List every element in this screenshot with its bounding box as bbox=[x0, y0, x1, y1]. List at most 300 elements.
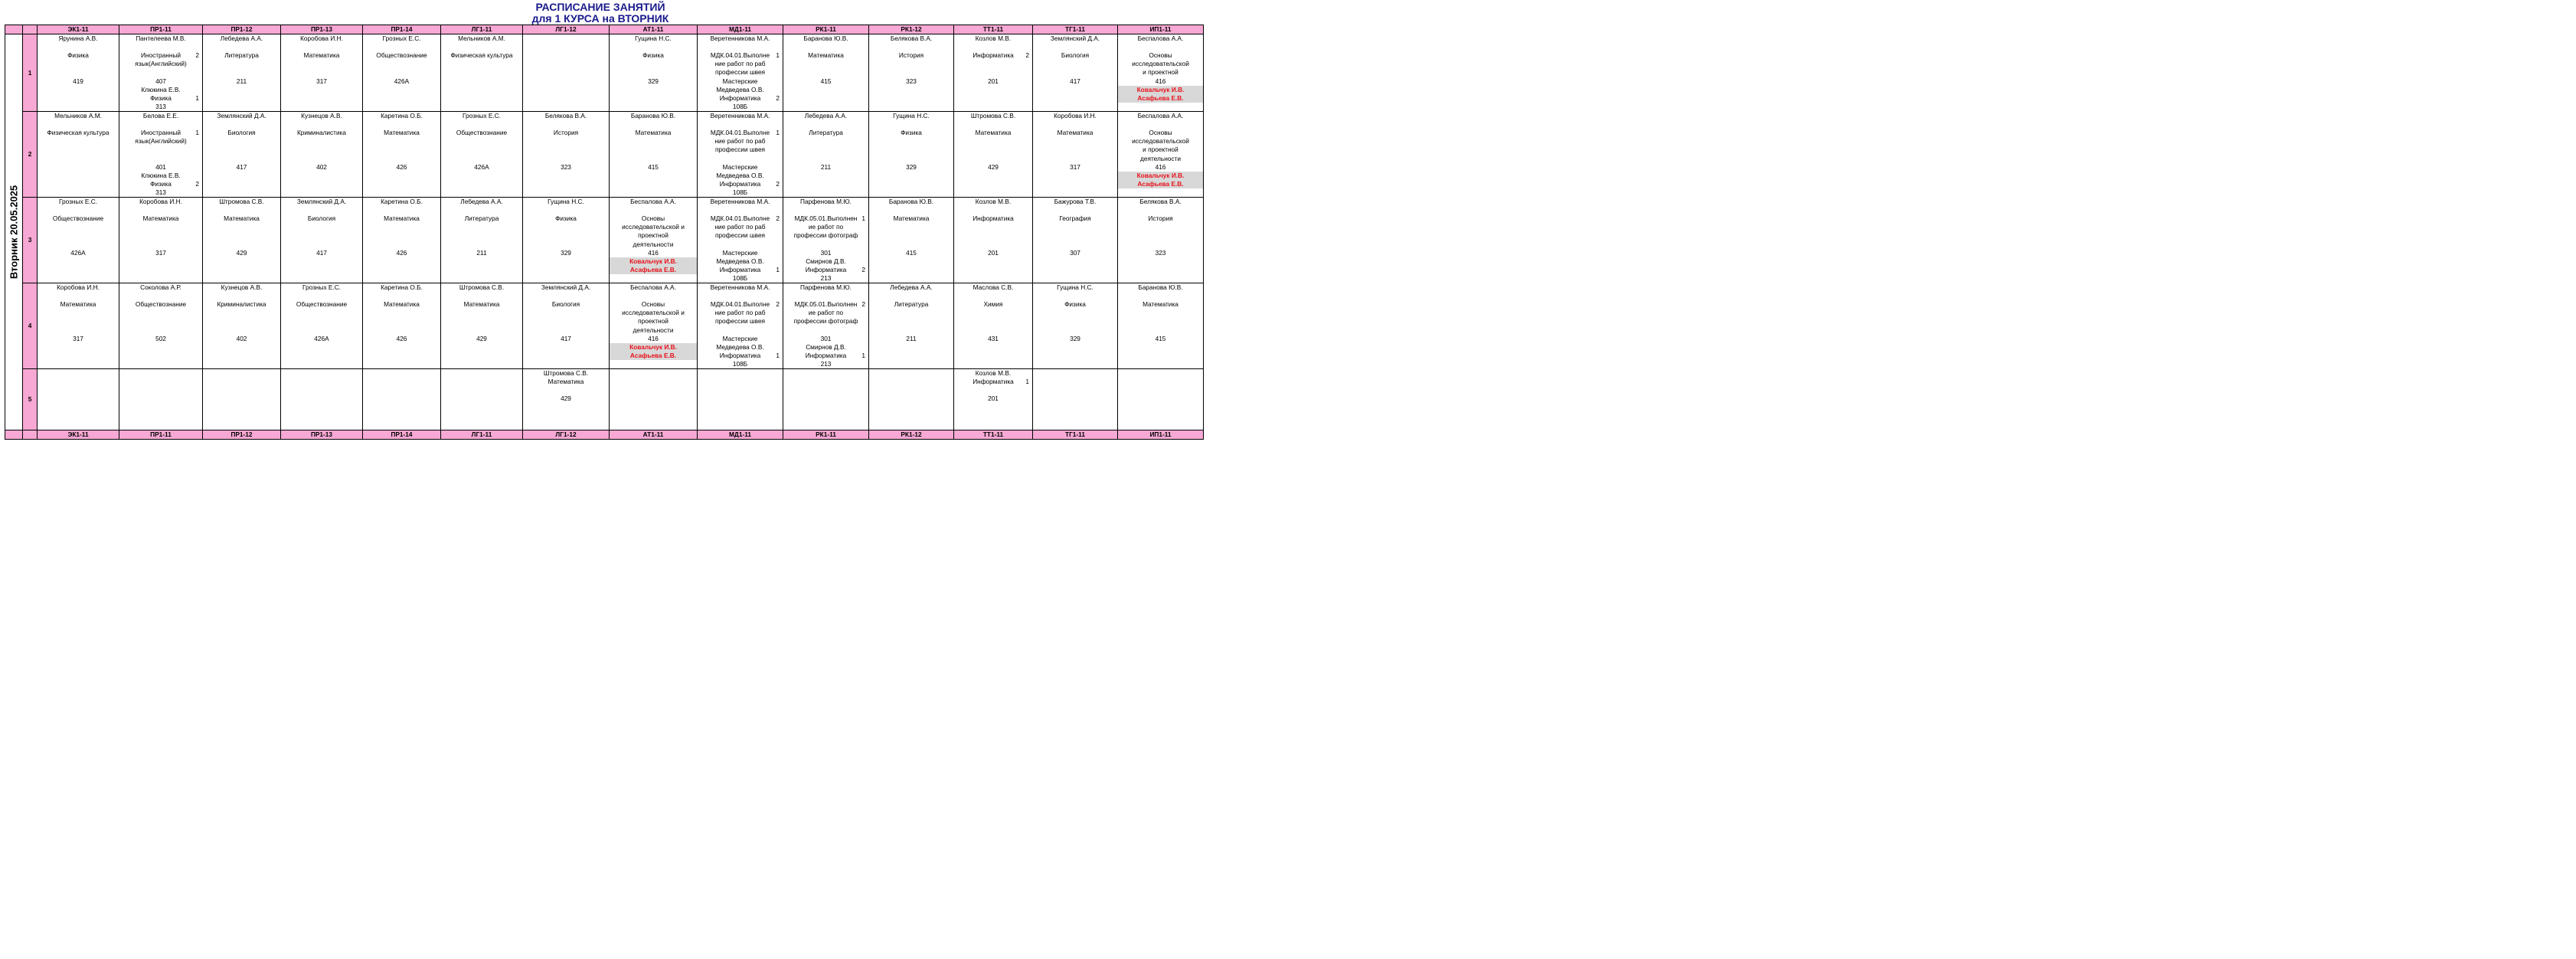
lesson-line-text: 213 bbox=[820, 273, 832, 282]
lesson-line-text: Клюкина Е.В. bbox=[141, 171, 181, 179]
lesson-line bbox=[1033, 120, 1117, 129]
lesson-line bbox=[523, 300, 609, 309]
lesson-line bbox=[783, 34, 868, 43]
lesson-line-text: Медведева О.В. bbox=[716, 85, 764, 93]
subgroup-number: 2 bbox=[861, 300, 865, 309]
lesson-cell bbox=[523, 283, 610, 369]
lesson-line-text: Ковальчук И.В. bbox=[629, 342, 677, 351]
lesson-cell bbox=[1118, 369, 1204, 430]
lesson-line bbox=[203, 283, 280, 292]
lesson-line bbox=[1033, 155, 1117, 163]
lesson-cell-content bbox=[698, 112, 783, 197]
lesson-line-text: Штромова С.В. bbox=[970, 112, 1016, 120]
lesson-line bbox=[441, 326, 522, 335]
lesson-line bbox=[698, 266, 783, 274]
substitute-teacher bbox=[1118, 172, 1203, 180]
lesson-line bbox=[523, 155, 609, 163]
lesson-line bbox=[38, 317, 119, 326]
lesson-line bbox=[363, 283, 440, 292]
lesson-line bbox=[523, 120, 609, 129]
lesson-line bbox=[783, 231, 868, 240]
lesson-line-text: Математика bbox=[60, 300, 96, 309]
lesson-line-text: Медведева О.В. bbox=[716, 342, 764, 351]
lesson-line-text: Соколова А.Р. bbox=[140, 283, 181, 292]
lesson-cell bbox=[698, 198, 783, 283]
lesson-line bbox=[119, 155, 202, 163]
lesson-line-text: МДК.05.01.Выполнен bbox=[794, 300, 858, 309]
lesson-cell-content bbox=[954, 283, 1032, 343]
lesson-cell-content bbox=[523, 283, 609, 343]
lesson-line-text: ние работ по раб bbox=[714, 137, 766, 146]
lesson-line-text: История bbox=[553, 129, 579, 137]
subgroup-number: 1 bbox=[776, 265, 780, 273]
lesson-line-text: Коробова И.Н. bbox=[139, 198, 182, 206]
lesson-line bbox=[119, 188, 202, 197]
lesson-line-text: Белякова В.А. bbox=[890, 34, 933, 43]
lesson-line-text: 429 bbox=[476, 334, 487, 342]
lesson-line bbox=[523, 249, 609, 257]
lesson-line-text: Иностранный bbox=[140, 51, 181, 60]
lesson-line bbox=[783, 112, 868, 120]
substitute-teacher bbox=[610, 352, 697, 360]
lesson-line-text: Ковальчук И.В. bbox=[1136, 85, 1185, 93]
lesson-line bbox=[869, 146, 953, 154]
lesson-line-text: 323 bbox=[561, 162, 571, 171]
lesson-line bbox=[698, 257, 783, 266]
lesson-row bbox=[5, 283, 1204, 369]
subgroup-number: 2 bbox=[861, 265, 865, 273]
lesson-cell bbox=[783, 112, 869, 198]
lesson-line bbox=[610, 112, 697, 120]
lesson-line-text: 108Б bbox=[732, 359, 748, 368]
lesson-line-text: 317 bbox=[73, 334, 83, 342]
lesson-line bbox=[119, 146, 202, 154]
lesson-line-text: 201 bbox=[988, 77, 999, 85]
lesson-line bbox=[119, 300, 202, 309]
header-blank-cell bbox=[23, 430, 38, 440]
lesson-cell-content bbox=[1033, 198, 1117, 257]
lesson-line-text: 323 bbox=[906, 77, 917, 85]
lesson-line bbox=[203, 198, 280, 206]
lesson-line-text: 416 bbox=[648, 334, 659, 342]
lesson-cell bbox=[783, 283, 869, 369]
lesson-line bbox=[610, 300, 697, 309]
lesson-line-text: язык(Английский) bbox=[135, 60, 187, 68]
lesson-line-text: Лебедева А.А. bbox=[890, 283, 933, 292]
lesson-line bbox=[610, 335, 697, 343]
lesson-line bbox=[610, 34, 697, 43]
lesson-line-text: Клюкина Е.В. bbox=[141, 85, 181, 93]
lesson-line-text: 108Б bbox=[732, 102, 748, 110]
lesson-line-text: Гущина Н.С. bbox=[635, 34, 672, 43]
lesson-line bbox=[363, 241, 440, 249]
lesson-line bbox=[1033, 129, 1117, 137]
lesson-line-text: Математика bbox=[1057, 129, 1093, 137]
lesson-line-text: Физика bbox=[901, 129, 922, 137]
lesson-line-text: Асафьева Е.В. bbox=[1137, 179, 1184, 188]
lesson-line bbox=[610, 68, 697, 77]
header-row-top bbox=[5, 25, 1204, 34]
lesson-line bbox=[441, 112, 522, 120]
subgroup-number: 2 bbox=[776, 300, 780, 309]
lesson-line bbox=[1033, 51, 1117, 60]
lesson-line bbox=[119, 283, 202, 292]
lesson-line bbox=[954, 206, 1032, 214]
lesson-line bbox=[954, 292, 1032, 300]
lesson-line bbox=[698, 206, 783, 214]
lesson-line bbox=[1118, 77, 1203, 86]
lesson-row bbox=[5, 34, 1204, 112]
lesson-line bbox=[203, 335, 280, 343]
lesson-line bbox=[203, 326, 280, 335]
lesson-line bbox=[281, 335, 362, 343]
lesson-line-text: Грозных Е.С. bbox=[382, 34, 421, 43]
lesson-line bbox=[119, 317, 202, 326]
lesson-line bbox=[698, 146, 783, 154]
lesson-line bbox=[523, 317, 609, 326]
lesson-line bbox=[363, 223, 440, 231]
lesson-line-text: 426 bbox=[396, 248, 407, 257]
lesson-cell bbox=[783, 198, 869, 283]
lesson-line bbox=[698, 77, 783, 86]
lesson-line bbox=[38, 120, 119, 129]
lesson-line-text: деятельности bbox=[633, 240, 674, 248]
lesson-line bbox=[783, 257, 868, 266]
lesson-line-text: Математика bbox=[1143, 300, 1178, 309]
lesson-line bbox=[869, 51, 953, 60]
lesson-cell bbox=[698, 34, 783, 112]
lesson-line-text: Основы bbox=[1149, 129, 1172, 137]
lesson-cell bbox=[38, 198, 119, 283]
lesson-line-text: Ярунина А.В. bbox=[58, 34, 98, 43]
lesson-cell-content bbox=[869, 198, 953, 257]
lesson-line bbox=[523, 223, 609, 231]
lesson-line-text: профессии фотограф bbox=[793, 231, 858, 240]
lesson-line-text: Пантелеева М.В. bbox=[136, 34, 186, 43]
substitute-teacher bbox=[1118, 180, 1203, 188]
lesson-line-text: Бажурова Т.В. bbox=[1054, 198, 1097, 206]
lesson-line bbox=[363, 34, 440, 43]
lesson-line-text: Физика bbox=[555, 214, 577, 223]
lesson-cell-content bbox=[363, 112, 440, 172]
lesson-line bbox=[610, 163, 697, 172]
lesson-line bbox=[38, 249, 119, 257]
lesson-line-text: Математика bbox=[808, 51, 844, 60]
lesson-line bbox=[203, 249, 280, 257]
lesson-line-text: Грозных Е.С. bbox=[302, 283, 342, 292]
lesson-line bbox=[203, 129, 280, 137]
lesson-line bbox=[610, 249, 697, 257]
lesson-line-text: Математика bbox=[893, 214, 930, 223]
lesson-line bbox=[954, 300, 1032, 309]
lesson-cell bbox=[1118, 34, 1204, 112]
lesson-line bbox=[610, 51, 697, 60]
lesson-line bbox=[363, 317, 440, 326]
lesson-line bbox=[441, 223, 522, 231]
lesson-line-text: 329 bbox=[1070, 334, 1080, 342]
lesson-line-text: 416 bbox=[1155, 77, 1166, 85]
subgroup-number: 2 bbox=[776, 179, 780, 188]
subgroup-number: 1 bbox=[861, 214, 865, 223]
lesson-line-text: 402 bbox=[236, 334, 247, 342]
lesson-line bbox=[783, 274, 868, 283]
lesson-cell-content bbox=[1118, 198, 1203, 257]
lesson-line bbox=[523, 206, 609, 214]
lesson-line bbox=[38, 214, 119, 223]
lesson-line bbox=[610, 326, 697, 335]
substitute-teacher bbox=[610, 266, 697, 274]
lesson-line bbox=[954, 335, 1032, 343]
lesson-number: 4 bbox=[23, 283, 38, 369]
lesson-line bbox=[698, 214, 783, 223]
lesson-cell-content bbox=[281, 198, 362, 257]
lesson-cell bbox=[698, 112, 783, 198]
lesson-line-text: 329 bbox=[648, 77, 659, 85]
lesson-line bbox=[698, 155, 783, 163]
lesson-line bbox=[954, 394, 1032, 403]
lesson-line-text: Белякова В.А. bbox=[1139, 198, 1182, 206]
lesson-line bbox=[610, 223, 697, 231]
lesson-cell-content bbox=[119, 198, 202, 257]
lesson-line bbox=[119, 180, 202, 188]
lesson-line bbox=[1118, 68, 1203, 77]
lesson-line bbox=[610, 155, 697, 163]
group-footer-ЛГ1-12: ЛГ1-12 bbox=[523, 430, 610, 440]
lesson-cell bbox=[363, 283, 441, 369]
lesson-cell bbox=[203, 34, 281, 112]
lesson-line bbox=[783, 343, 868, 352]
lesson-line bbox=[1118, 34, 1203, 43]
lesson-cell bbox=[698, 283, 783, 369]
lesson-line-text: 313 bbox=[155, 188, 166, 196]
group-footer-РК1-12: РК1-12 bbox=[869, 430, 954, 440]
lesson-line bbox=[363, 300, 440, 309]
lesson-cell-content bbox=[954, 112, 1032, 172]
lesson-line bbox=[119, 163, 202, 172]
lesson-line-text: проектной bbox=[638, 317, 669, 326]
lesson-line bbox=[119, 198, 202, 206]
lesson-line-text: Математика bbox=[224, 214, 260, 223]
lesson-line-text: 211 bbox=[236, 77, 247, 85]
lesson-line-text: язык(Английский) bbox=[135, 137, 187, 146]
lesson-line-text: исследовательской и bbox=[622, 223, 685, 231]
lesson-line bbox=[363, 68, 440, 77]
lesson-line-text: ие работ по bbox=[808, 223, 844, 231]
lesson-line-text: 417 bbox=[236, 162, 247, 171]
lesson-line-text: Смирнов Д.В. bbox=[806, 342, 846, 351]
lesson-line-text: Землянский Д.А. bbox=[296, 198, 347, 206]
group-header-РК1-11: РК1-11 bbox=[783, 25, 869, 34]
group-header-ПР1-14: ПР1-14 bbox=[363, 25, 441, 34]
lesson-cell bbox=[954, 198, 1033, 283]
lesson-line bbox=[441, 137, 522, 146]
lesson-line bbox=[954, 163, 1032, 172]
lesson-line-text: Математика bbox=[384, 129, 420, 137]
lesson-line-text: Лебедева А.А. bbox=[460, 198, 503, 206]
lesson-line bbox=[119, 172, 202, 180]
lesson-line bbox=[869, 283, 953, 292]
lesson-cell bbox=[954, 283, 1033, 369]
lesson-line bbox=[698, 120, 783, 129]
lesson-cell-content bbox=[523, 112, 609, 172]
lesson-cell bbox=[119, 369, 203, 430]
lesson-cell bbox=[119, 283, 203, 369]
lesson-line-text: деятельности bbox=[1140, 154, 1181, 162]
lesson-line bbox=[1118, 129, 1203, 137]
lesson-line bbox=[954, 326, 1032, 335]
group-footer-ПР1-13: ПР1-13 bbox=[281, 430, 363, 440]
lesson-line-text: Веретенникова М.А. bbox=[710, 198, 770, 206]
subgroup-number: 2 bbox=[195, 51, 199, 60]
lesson-line bbox=[203, 112, 280, 120]
lesson-line bbox=[119, 34, 202, 43]
lesson-line bbox=[363, 120, 440, 129]
lesson-line bbox=[698, 249, 783, 257]
lesson-line bbox=[363, 206, 440, 214]
lesson-line bbox=[954, 223, 1032, 231]
lesson-line-text: Каретина О.Б. bbox=[381, 283, 423, 292]
lesson-cell bbox=[281, 283, 363, 369]
lesson-line bbox=[281, 292, 362, 300]
lesson-line bbox=[38, 60, 119, 68]
lesson-line bbox=[1118, 43, 1203, 51]
lesson-line bbox=[1033, 241, 1117, 249]
lesson-line bbox=[1033, 335, 1117, 343]
lesson-line bbox=[1033, 163, 1117, 172]
lesson-line-text: 201 bbox=[988, 394, 999, 403]
lesson-line-text: профессии швея bbox=[714, 146, 766, 154]
lesson-line-text: Математика bbox=[384, 214, 420, 223]
lesson-cell-content bbox=[281, 283, 362, 343]
lesson-line-text: Лебедева А.А. bbox=[804, 112, 848, 120]
lesson-cell bbox=[38, 34, 119, 112]
lesson-line bbox=[281, 34, 362, 43]
lesson-row bbox=[5, 198, 1204, 283]
lesson-line bbox=[1033, 309, 1117, 317]
lesson-line bbox=[869, 292, 953, 300]
lesson-line bbox=[441, 283, 522, 292]
lesson-line-text: 201 bbox=[988, 248, 999, 257]
lesson-line-text: 211 bbox=[476, 248, 487, 257]
lesson-line-text: 108Б bbox=[732, 188, 748, 196]
lesson-cell bbox=[363, 34, 441, 112]
lesson-cell-content bbox=[783, 198, 868, 283]
lesson-line bbox=[783, 335, 868, 343]
lesson-line-text: Обществознание bbox=[456, 129, 508, 137]
lesson-line-text: Обществознание bbox=[135, 300, 187, 309]
lesson-line bbox=[203, 77, 280, 86]
lesson-line bbox=[783, 60, 868, 68]
lesson-cell bbox=[1118, 112, 1204, 198]
lesson-line bbox=[363, 249, 440, 257]
lesson-cell bbox=[281, 112, 363, 198]
lesson-line-text: 417 bbox=[1070, 77, 1080, 85]
lesson-line-text: Веретенникова М.А. bbox=[710, 283, 770, 292]
lesson-line bbox=[1118, 155, 1203, 163]
lesson-line-text: Асафьева Е.В. bbox=[629, 265, 677, 273]
lesson-line bbox=[783, 360, 868, 368]
header-blank-cell bbox=[23, 25, 38, 34]
lesson-line bbox=[119, 43, 202, 51]
lesson-line-text: 301 bbox=[820, 334, 832, 342]
lesson-line-text: Биология bbox=[1061, 51, 1090, 60]
lesson-line bbox=[363, 77, 440, 86]
lesson-line-text: Коробова И.Н. bbox=[1054, 112, 1097, 120]
lesson-cell bbox=[610, 34, 698, 112]
lesson-line bbox=[783, 198, 868, 206]
lesson-cell bbox=[441, 34, 523, 112]
lesson-line-text: Ковальчук И.В. bbox=[629, 257, 677, 265]
lesson-line bbox=[698, 137, 783, 146]
lesson-line bbox=[783, 300, 868, 309]
group-header-ПР1-11: ПР1-11 bbox=[119, 25, 203, 34]
lesson-line-text: Физическая культура bbox=[450, 51, 513, 60]
lesson-cell-content bbox=[1033, 283, 1117, 343]
lesson-line bbox=[119, 68, 202, 77]
lesson-cell bbox=[869, 283, 954, 369]
lesson-line bbox=[698, 129, 783, 137]
lesson-line-text: Физика bbox=[642, 51, 664, 60]
lesson-line bbox=[363, 137, 440, 146]
lesson-cell-content bbox=[38, 112, 119, 137]
lesson-line bbox=[954, 198, 1032, 206]
lesson-line-text: 429 bbox=[988, 162, 999, 171]
lesson-line bbox=[203, 163, 280, 172]
lesson-line bbox=[523, 129, 609, 137]
lesson-line bbox=[523, 386, 609, 394]
lesson-line bbox=[441, 292, 522, 300]
lesson-cell bbox=[441, 369, 523, 430]
lesson-line bbox=[610, 292, 697, 300]
lesson-line bbox=[698, 283, 783, 292]
lesson-line bbox=[610, 137, 697, 146]
lesson-line bbox=[783, 317, 868, 326]
lesson-line bbox=[119, 51, 202, 60]
lesson-line-text: ние работ по раб bbox=[714, 223, 766, 231]
lesson-line-text: Основы bbox=[1149, 51, 1172, 60]
lesson-line bbox=[954, 60, 1032, 68]
lesson-cell bbox=[1033, 34, 1118, 112]
lesson-line bbox=[363, 231, 440, 240]
lesson-cell-content bbox=[869, 283, 953, 343]
lesson-line-text: Асафьева Е.В. bbox=[629, 351, 677, 359]
lesson-cell bbox=[523, 34, 610, 112]
lesson-line bbox=[783, 292, 868, 300]
lesson-line bbox=[954, 283, 1032, 292]
lesson-line bbox=[281, 51, 362, 60]
lesson-line-text: 211 bbox=[820, 162, 832, 171]
lesson-line-text: Баранова Ю.В. bbox=[888, 198, 934, 206]
lesson-line bbox=[203, 34, 280, 43]
lesson-line bbox=[698, 292, 783, 300]
lesson-cell-content bbox=[610, 198, 697, 274]
lesson-line-text: Мастерские bbox=[722, 248, 758, 257]
lesson-line-text: 429 bbox=[236, 248, 247, 257]
lesson-line bbox=[281, 68, 362, 77]
lesson-line-text: Мастерские bbox=[722, 334, 758, 342]
lesson-cell-content bbox=[441, 283, 522, 343]
lesson-cell bbox=[1033, 198, 1118, 283]
lesson-line bbox=[1118, 206, 1203, 214]
lesson-cell-content bbox=[38, 198, 119, 257]
lesson-line bbox=[783, 68, 868, 77]
lesson-line bbox=[698, 86, 783, 94]
lesson-line-text: 415 bbox=[648, 162, 659, 171]
lesson-line bbox=[523, 283, 609, 292]
lesson-line bbox=[119, 206, 202, 214]
lesson-cell-content bbox=[954, 34, 1032, 86]
lesson-cell bbox=[1033, 283, 1118, 369]
